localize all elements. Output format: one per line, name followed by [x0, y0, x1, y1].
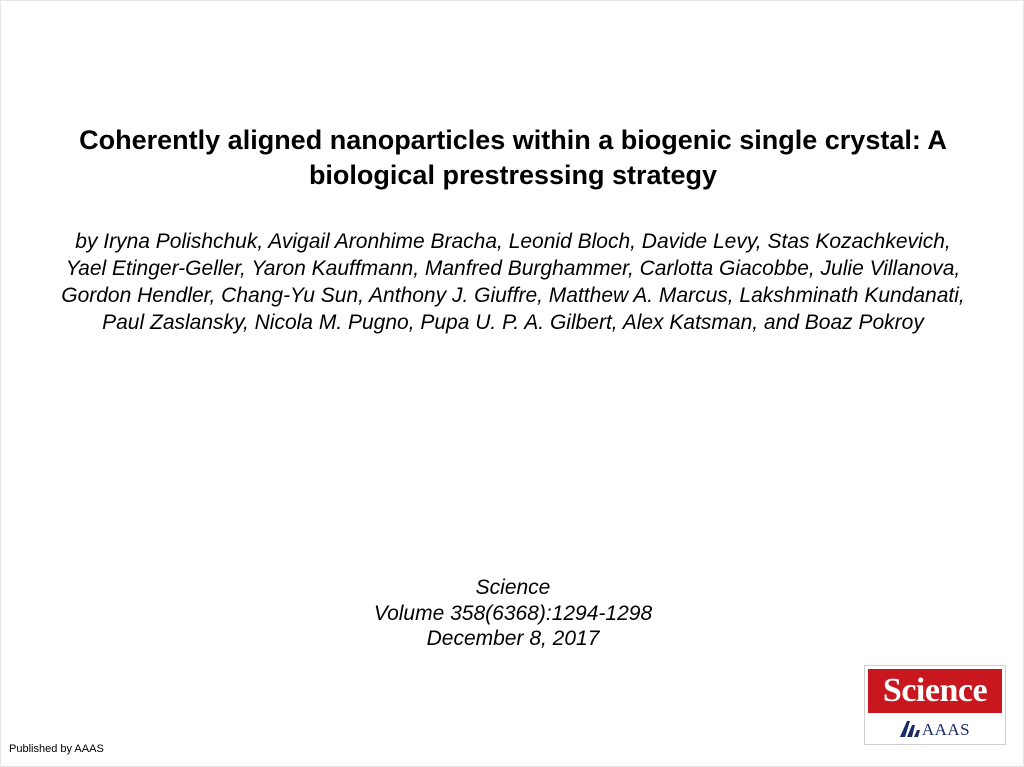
publication-date: December 8, 2017 — [426, 627, 600, 650]
science-aaas-logo — [864, 665, 1006, 745]
citation-block — [263, 575, 763, 652]
aaas-text: AAAS — [921, 719, 971, 739]
aaas-mark-icon — [900, 721, 920, 737]
author-list: by Iryna Polishchuk, Avigail Aronhime Bracha, Leonid Bloch, Davide Levy, Stas Kozachkevich, Yael Etinger-Geller, Yaron Kauffmann, Manfred Burghammer, Carlotta Giacobbe, Julie Villanova, Gordon Hendler, Chang-Yu Sun, Anthony J. Giuffre, Matthew A. Marcus, Lakshminath Kundanati, Paul Zaslansky, Nicola M. Pugno, Pupa U. P. A. Gilbert, Alex Katsman, and Boaz Pokroy — [61, 230, 965, 334]
volume-pages: Volume 358(6368):1294-1298 — [373, 601, 653, 625]
journal-name: Science — [475, 576, 551, 599]
paper-title: Coherently aligned nanoparticles within a biogenic single crystal: A biological prestressing strategy — [79, 125, 947, 190]
science-wordmark: Science — [882, 672, 988, 709]
footer-credit: Published by AAAS — [9, 743, 104, 755]
aaas-line — [865, 717, 1005, 741]
science-wordmark-band — [868, 669, 1002, 713]
